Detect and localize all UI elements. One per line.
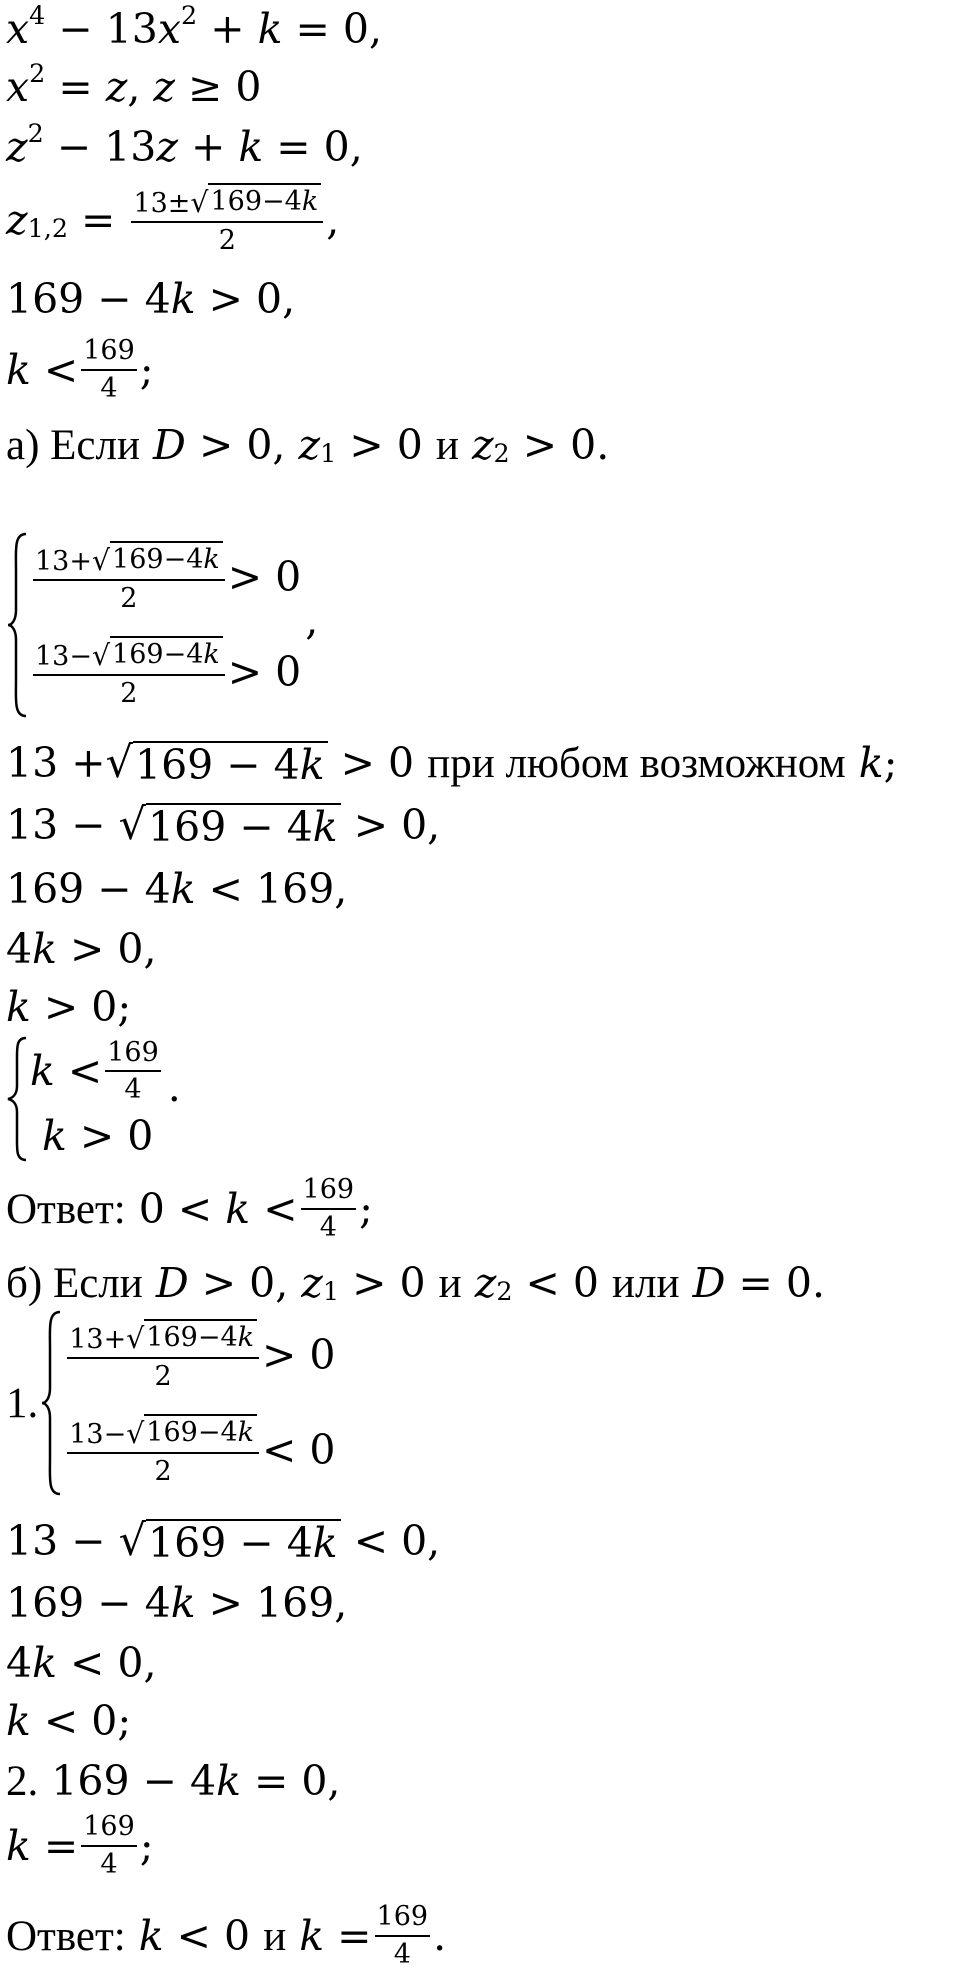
case-a-heading: а) Если D > 0, z $_1$ > 0 и z $_2$ > 0. [6,420,610,469]
system-b-row-1: 13+ √ 169−4k 2 > 0 [64,1319,335,1392]
left-brace-icon [40,1308,64,1498]
equation-line-1: x $^4$ − 13 x $^2$ + k = 0, [6,0,383,53]
any-k-line: 13 + √ 169 − 4k > 0 при любом возможном k ; [6,738,898,789]
system-b-row-2: 13− √ 169−4k 2 < 0 [64,1414,335,1487]
equation-a5: k > 0; [6,982,132,1031]
equation-a2: 13 − √ 169 − 4k > 0, [6,800,441,851]
equation-b2: 169 − 4 k > 169, [6,1578,348,1627]
equation-line-2: x $^2$ = z , z ≥ 0 [6,58,262,111]
equation-a3: 169 − 4 k < 169, [6,864,348,913]
equation-line-3: z $^2$ − 13 z + k = 0, [6,118,363,171]
system-k-row-1: k < $\frac{169}{4}$ [30,1036,159,1105]
system-case-a: 13+ √ 169−4k 2 > 0 13− √ 169−4k 2 > 0 , [6,530,318,720]
system-k-row-2: k > 0 [42,1112,154,1161]
answer-b: Ответ: k < 0 и k = $\frac{169}{4}$ . [6,1901,447,1970]
roots-fraction: 13± √ 169−4k 2 [131,183,323,256]
left-brace-icon [6,530,30,720]
system-k-bounds: k < $\frac{169}{4}$ k > 0 . [6,1034,181,1164]
equation-b4: k < 0; [6,1696,132,1745]
equation-a4: 4 k > 0, [6,924,157,973]
equation-b5: 2. 169 − 4 k = 0, [6,1756,341,1805]
left-brace-icon [6,1034,30,1164]
equation-line-6: k < $\frac{169}{4}$ ; [6,335,154,404]
solution-document [6,0,956,1980]
system-case-b [6,1308,336,1498]
equation-line-5: 169 − 4 k > 0, [6,274,296,323]
roots-formula-line: z $_{1,2}$ = 13± √ 169−4k 2 , [6,180,339,260]
system-b-label: 1. [6,1379,39,1427]
case-b-heading: б) Если D > 0, z $_1$ > 0 и z $_2$ < 0 или D = 0. [6,1258,825,1307]
answer-a: Ответ: 0 < k < $\frac{169}{4}$ ; [6,1174,373,1243]
equation-b1: 13 − √ 169 − 4k < 0, [6,1516,441,1567]
fraction-169-4: $\frac{169}{4}$ [83,335,135,404]
system-a-row-2: 13− √ 169−4k 2 > 0 [30,636,301,709]
system-a-row-1: 13+ √ 169−4k 2 > 0 [30,541,301,614]
equation-b6: k = $\frac{169}{4}$ ; [6,1811,154,1880]
equation-b3: 4 k < 0, [6,1638,157,1687]
